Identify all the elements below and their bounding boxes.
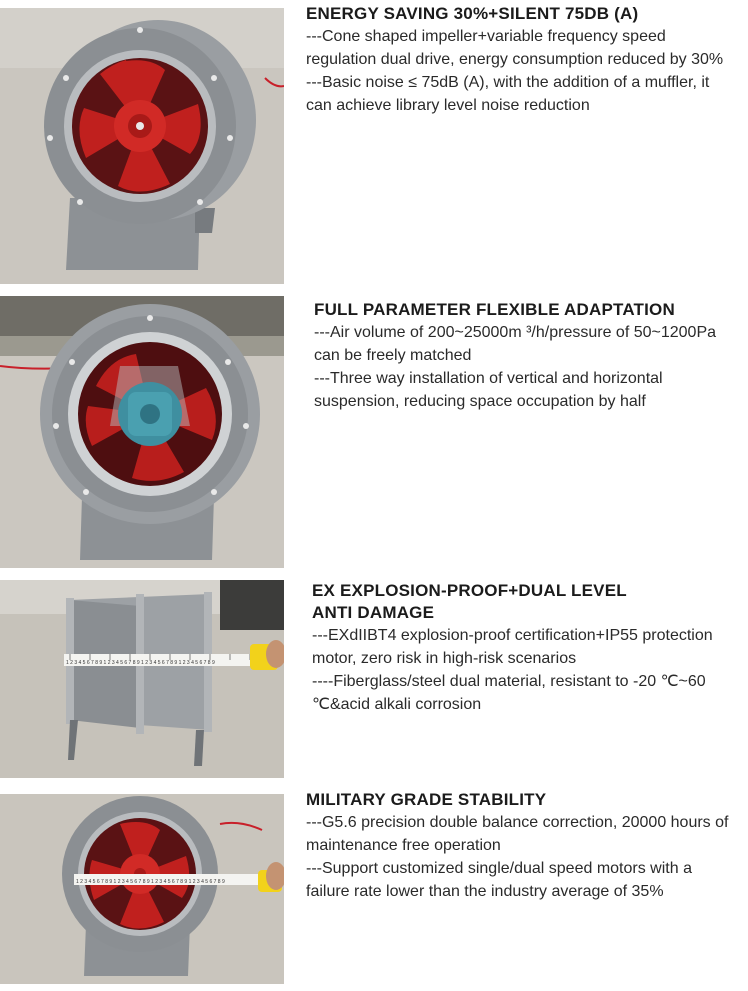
feature-section-3 xyxy=(0,580,748,784)
feature-text-4 xyxy=(306,789,736,903)
feature-heading: FULL PARAMETER FLEXIBLE ADAPTATION xyxy=(314,300,675,319)
fan-photo-front-measured xyxy=(0,794,284,984)
fan-photo-front-red xyxy=(0,8,284,284)
feature-paragraph: ---Three way installation of vertical and horizontal suspension, reducing space occupation by half xyxy=(314,370,663,410)
feature-paragraph: ---EXdIIBT4 explosion-proof certification+IP55 protection motor, zero risk in high-risk scenarios xyxy=(312,627,713,667)
feature-paragraph: ---Support customized single/dual speed motors with a failure rate lower than the industry average of 35% xyxy=(306,860,692,900)
feature-paragraph: ----Fiberglass/steel dual material, resistant to -20 ℃~60 ℃&acid alkali corrosion xyxy=(312,673,706,713)
feature-text-1 xyxy=(306,3,731,117)
tape-measure-marks: 1 2 3 4 5 6 7 8 9 1 2 3 4 5 6 7 8 9 1 2 3 4 5 6 7 8 9 1 2 3 4 5 6 7 8 9 xyxy=(66,660,215,666)
feature-heading: EX EXPLOSION-PROOF+DUAL LEVEL ANTI DAMAGE xyxy=(312,581,627,622)
feature-heading: ENERGY SAVING 30%+SILENT 75DB (A) xyxy=(306,4,639,23)
feature-text-2 xyxy=(314,299,734,413)
feature-paragraph: ---G5.6 precision double balance correction, 20000 hours of maintenance free operation xyxy=(306,814,729,854)
feature-text-3 xyxy=(312,580,732,716)
tape-measure-marks: 1 2 3 4 5 6 7 8 9 1 2 3 4 5 6 7 8 9 1 2 3 4 5 6 7 8 9 1 2 3 4 5 6 7 8 9 xyxy=(76,879,225,885)
fan-photo-front-motor xyxy=(0,296,284,568)
feature-section-1 xyxy=(0,0,748,290)
fan-photo-side-measured xyxy=(0,580,284,778)
feature-paragraph: ---Air volume of 200~25000m ³/h/pressure of 50~1200Pa can be freely matched xyxy=(314,324,717,364)
feature-heading: MILITARY GRADE STABILITY xyxy=(306,790,547,809)
feature-paragraph: ---Cone shaped impeller+variable frequency speed regulation dual drive, energy consumption reduced by 30% xyxy=(306,28,724,68)
feature-section-4 xyxy=(0,788,748,988)
feature-paragraph: ---Basic noise ≤ 75dB (A), with the addition of a muffler, it can achieve library level noise reduction xyxy=(306,74,710,114)
feature-section-2 xyxy=(0,296,748,576)
